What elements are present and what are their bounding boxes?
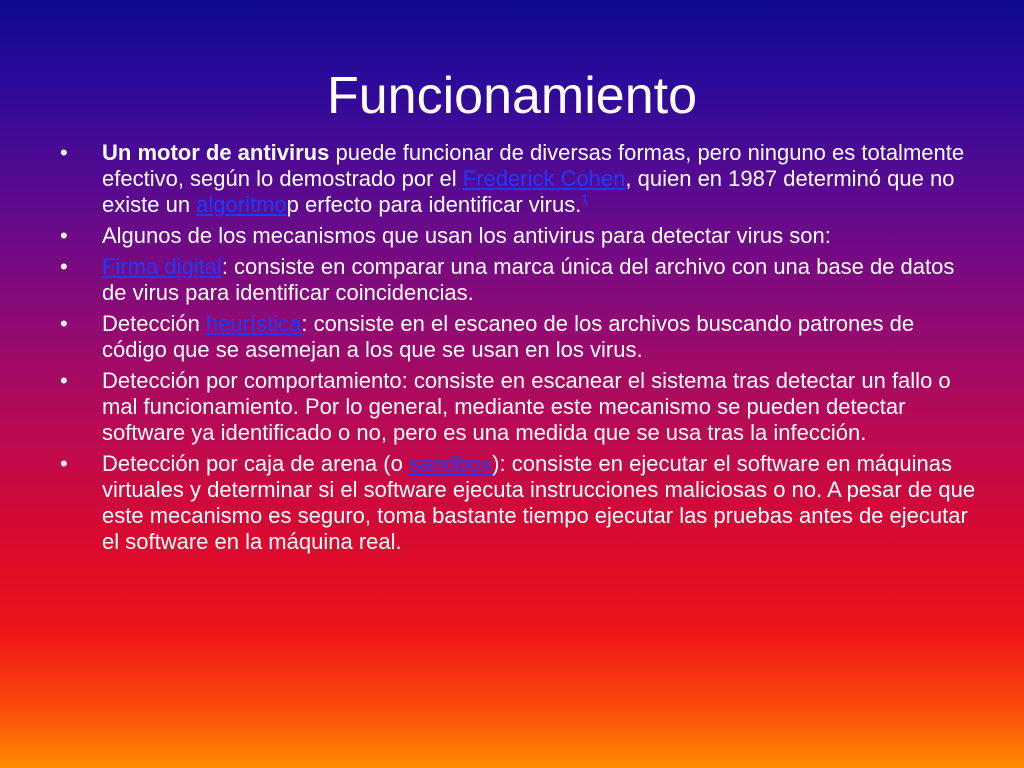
bullet-dot-icon: • <box>60 311 68 336</box>
bullet-list <box>56 140 976 560</box>
link-sandbox[interactable]: sandbox <box>408 451 493 476</box>
bullet-text: , quien en 1987 determinó que no existe un <box>102 166 955 217</box>
slide-title: Funcionamiento <box>327 67 697 125</box>
bullet-item <box>56 140 976 218</box>
footnote-link[interactable]: 1 <box>581 191 589 207</box>
bullet-text: Detección por caja de arena (o <box>102 451 409 476</box>
bullet-text: ): consiste en ejecutar el software en máquinas virtuales y determinar si el software ejecuta instrucciones maliciosas o no. A pesar de que este mecanismo es seguro, toma bastante tiempo ejecutar las pruebas antes de ejecutar el software en la máquina real. <box>102 451 976 554</box>
link-firma-digital[interactable]: Firma digital <box>102 254 222 279</box>
bullet-item <box>56 451 976 555</box>
bullet-text: Detección <box>102 311 206 336</box>
bullet-text: p erfecto para identificar virus. <box>286 192 582 217</box>
bullet-item <box>56 311 976 363</box>
bullet-text: puede funcionar de diversas formas, pero ninguno es totalmente efectivo, según lo demostrado por el <box>102 140 965 191</box>
link-algoritmo[interactable]: algoritmo <box>196 192 287 217</box>
bullet-item <box>56 223 976 249</box>
bullet-item <box>56 254 976 306</box>
bullet-dot-icon: • <box>60 254 68 279</box>
bullet-dot-icon: • <box>60 368 68 393</box>
link-heuristica[interactable]: heurística <box>205 311 302 336</box>
bullet-text: Detección por comportamiento: consiste en escanear el sistema tras detectar un fallo o mal funcionamiento. Por lo general, mediante este mecanismo se pueden detectar software ya identificado o no, pero es una medida que se usa tras la infección. <box>102 368 951 445</box>
bullet-dot-icon: • <box>60 451 68 476</box>
bullet-text: : consiste en comparar una marca única del archivo con una base de datos de virus para identificar coincidencias. <box>102 254 955 305</box>
bullet-bold-text: Un motor de antivirus <box>102 140 330 165</box>
bullet-text: : consiste en el escaneo de los archivos buscando patrones de código que se asemejan a los que se usan en los virus. <box>102 311 915 362</box>
bullet-dot-icon: • <box>60 223 68 248</box>
link-frederick-cohen[interactable]: Frederick Cohen <box>462 166 626 191</box>
bullet-text: Algunos de los mecanismos que usan los antivirus para detectar virus son: <box>102 223 831 248</box>
bullet-dot-icon: • <box>60 140 68 165</box>
bullet-item <box>56 368 976 446</box>
